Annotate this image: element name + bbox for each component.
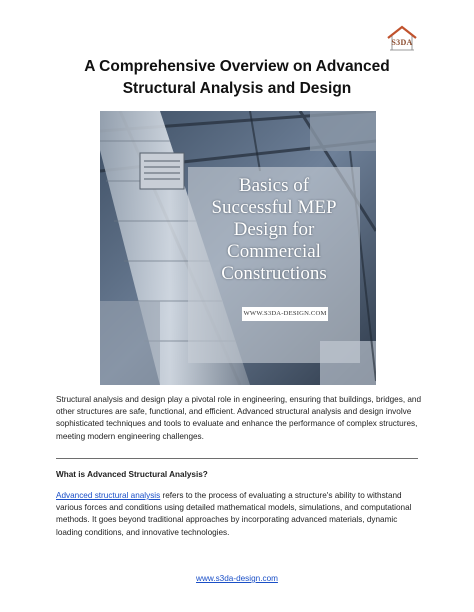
advanced-structural-analysis-link[interactable]: Advanced structural analysis (56, 491, 161, 500)
section-divider (56, 458, 418, 459)
hero-heading-line: Basics of (238, 175, 310, 196)
page-title (40, 56, 434, 100)
title-line-2: Structural Analysis and Design (122, 80, 352, 97)
hero-image (100, 111, 376, 385)
hero-heading-line: Successful MEP (211, 197, 337, 218)
section-paragraph (56, 490, 424, 539)
hero-heading-line: Commercial (227, 241, 321, 262)
footer-website-link[interactable]: www.s3da-design.com (196, 574, 278, 583)
hero-heading (188, 175, 360, 285)
title-line-1: A Comprehensive Overview on Advanced (84, 58, 390, 75)
logo-wordmark: S3DA (391, 38, 413, 47)
section-body-text: refers to the process of evaluating a structure's ability to withstand various forces and conditions using detailed mathematical models, simulations, and computational methods. It goes beyond traditional approaches by incorporating advanced materials, dynamic loading conditions, and innovative technologies. (56, 491, 412, 537)
hero-heading-line: Design for (233, 219, 315, 240)
section-heading: What is Advanced Structural Analysis? (56, 470, 208, 479)
hero-heading-line: Constructions (221, 263, 327, 284)
intro-paragraph: Structural analysis and design play a pivotal role in engineering, ensuring that buildings, bridges, and other structures are safe, functional, and efficient. Advanced structural analysis and design involve sophisticated techniques and tools to evaluate and enhance the performance of complex structures, meeting modern engineering challenges. (56, 395, 422, 441)
hero-website-badge: WWW.S3DA-DESIGN.COM (242, 307, 328, 321)
s3da-logo (382, 24, 422, 54)
